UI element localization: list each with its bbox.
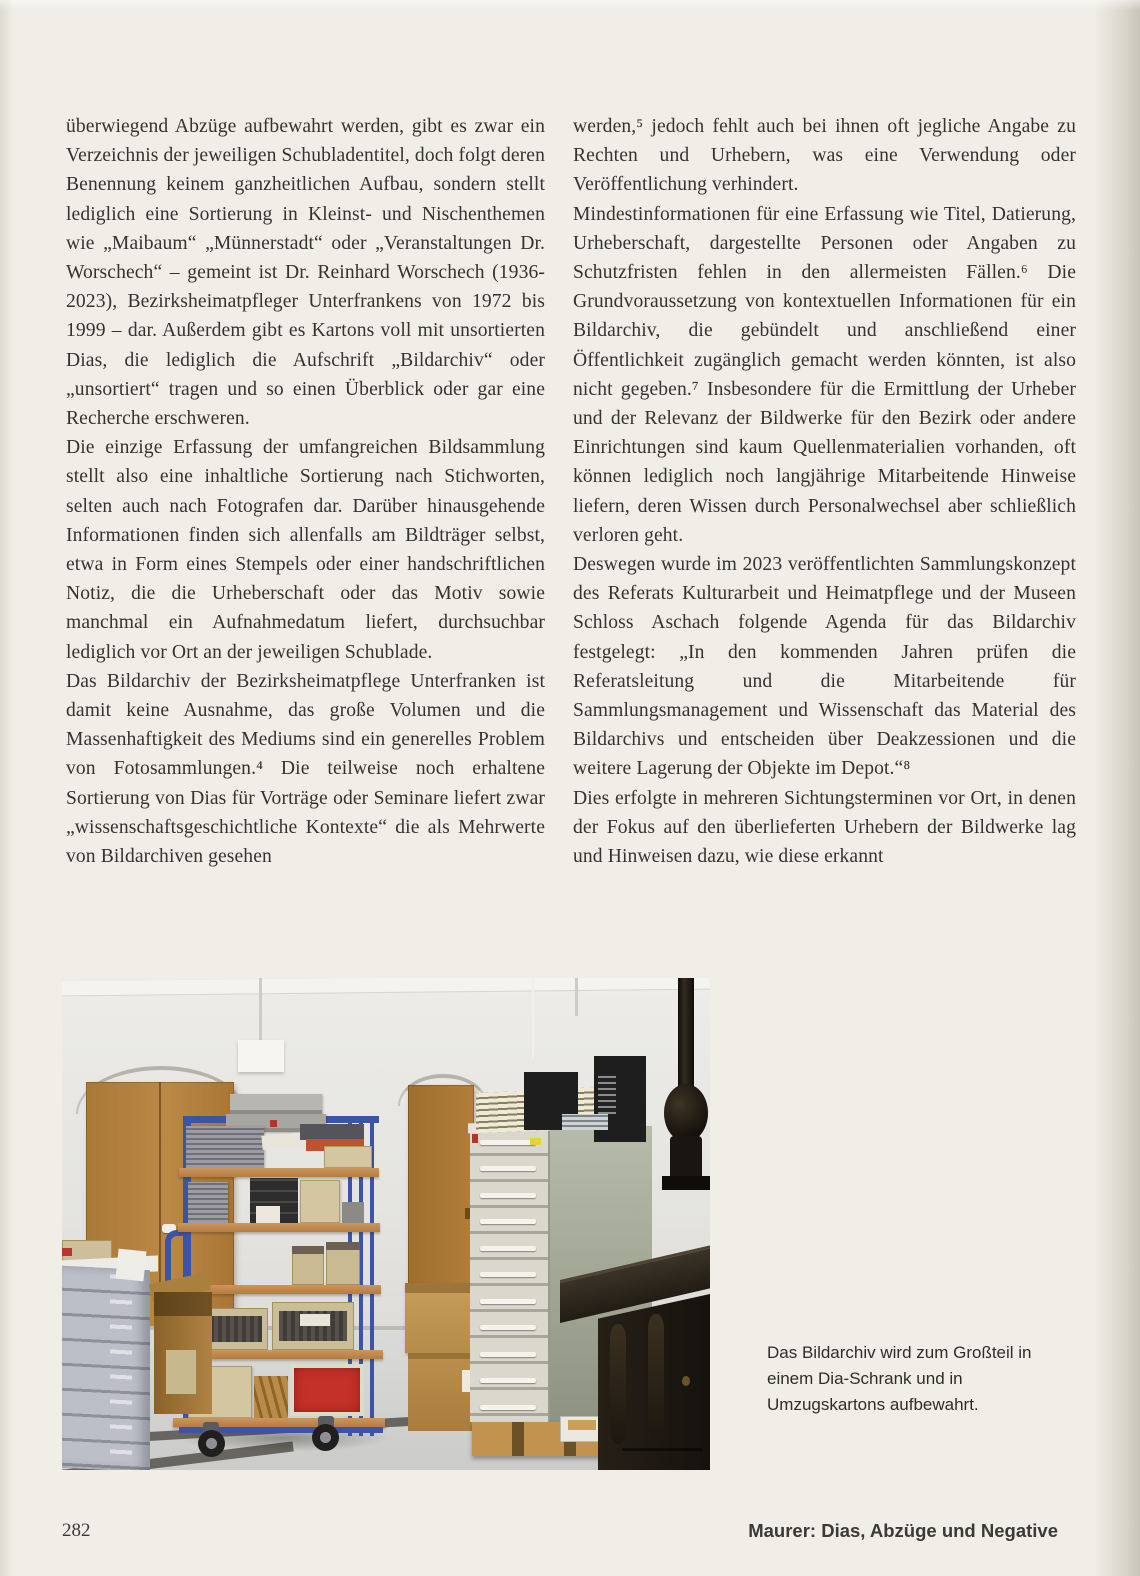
slide-magazine-stack: [188, 1182, 228, 1223]
box-contents: [568, 1420, 596, 1430]
text-column-right: [573, 112, 1076, 871]
red-item: [62, 1248, 72, 1256]
carved-corbel: [610, 1324, 626, 1444]
paragraph: Deswegen wurde im 2023 veröffentlichten Sammlungskonzept des Referats Kulturarbeit und Heimatpflege und der Museen Schloss Aschach folgende Agenda für das Bildarchiv festgelegt: „In den kommenden Jahren prüfen die Referatsleitung und die Mitarbeitende für Sammlungsmanagement und Wissenschaft das Material des Bildarchivs und entscheiden über Deakzessionen und die weitere Lagerung der Objekte im Depot.“⁸: [573, 554, 1076, 780]
paragraph: Die einzige Erfassung der umfangreichen Bildsammlung stellt also eine inhaltliche Sortierung nach Stichworten, selten auch nach Fotografen dar. Darüber hinausgehende Informationen finden sich allenfalls am Bildträger selbst, etwa in Form eines Stempels oder einer handschriftlichen Notiz, die die Urheberschaft oder das Motiv sowie manchmal ein Aufnahmedatum liefert, durchsuchbar lediglich vor Ort an der jeweiligen Schublade.: [66, 437, 545, 663]
turned-column-shaft: [678, 978, 694, 1094]
open-box: [326, 1242, 360, 1285]
drawer-handle: [480, 1140, 536, 1145]
scan-edge-shading: [1094, 0, 1140, 1576]
paragraph: Mindestinformationen für eine Erfassung wie Titel, Datierung, Urheberschaft, dargestellte Personen oder Angaben zu Schutzfristen fehlen in den allermeisten Fällen.⁶ Die Grundvoraussetzung von kontextuellen Informationen für ein Bildarchiv, die gebündelt und anschließend einer Öffentlichkeit zugänglich gemacht werden könnten, ist also nicht gegeben.⁷ Insbesondere für die Ermittlung der Urheber und der Relevanz der Bildwerke für den Bezirk oder andere Einrichtungen sind kaum Quellenmaterialien vorhanden, oft können lediglich noch langjährige Mitarbeitende Hinweise liefern, deren Wissen durch Personalwechsel aber schließlich verloren geht.: [573, 203, 1076, 546]
drawer-handle: [480, 1272, 536, 1277]
drawer-handle: [480, 1219, 536, 1224]
slide-box: [300, 1180, 340, 1223]
paragraph: überwiegend Abzüge aufbewahrt werden, gibt es zwar ein Verzeichnis der jeweiligen Schubladentitel, doch folgt deren Benennung keinem ganzheitlichen Aufbau, sondern stellt lediglich eine Sortierung in Kleinst- und Nischenthemen wie „Maibaum“ „Münnerstadt“ oder „Veranstaltungen Dr. Worschech“ – gemeint ist Dr. Reinhard Worschech (1936-2023), Bezirksheimatpfleger Unterfrankens von 1972 bis 1999 – dar. Außerdem gibt es Kartons voll mit unsortierten Dias, die lediglich die Aufschrift „Bildarchiv“ oder „unsortiert“ tragen und so einen Überblick oder gar eine Recherche erschweren.: [66, 116, 545, 430]
wooden-slats: [254, 1376, 288, 1418]
paper-sticking-out: [116, 1249, 147, 1282]
cd-case-stack: [562, 1114, 608, 1130]
case-grille: [598, 1074, 616, 1114]
dark-case: [300, 1124, 364, 1140]
turned-column-ball: [664, 1084, 708, 1142]
card-catalog-cabinet: [62, 1266, 150, 1470]
moving-box: [405, 1283, 477, 1353]
slide-magazine-stack: [186, 1126, 264, 1168]
drawer-pulls: [110, 1267, 132, 1470]
text-column-left: [66, 112, 545, 871]
red-label: [472, 1134, 478, 1143]
archive-room-photo: [62, 978, 710, 1470]
junction-box: [238, 1040, 284, 1072]
drawer-handle: [480, 1352, 536, 1357]
projector-case: [230, 1094, 322, 1114]
drawer-handle: [480, 1246, 536, 1251]
drawer-handle: [480, 1405, 536, 1410]
cart-shelf: [178, 1223, 380, 1232]
carved-corbel: [648, 1314, 664, 1438]
open-box: [292, 1246, 324, 1285]
yellow-sticker: [530, 1138, 541, 1145]
panel-line: [622, 1448, 702, 1451]
drawer-handle: [480, 1299, 536, 1304]
cardboard-tray: [324, 1146, 372, 1168]
running-title: Maurer: Dias, Abzüge und Negative: [748, 1520, 1058, 1541]
paragraph: werden,⁵ jedoch fehlt auch bei ihnen oft jegliche Angabe zu Rechten und Urhebern, was eine Verwendung oder Veröffentlichung verhindert.: [573, 116, 1076, 196]
electric-conduit: [259, 978, 262, 1042]
photo-caption: Das Bildarchiv wird zum Großteil in einem Dia-Schrank und in Umzugskartons aufbewahrt.: [767, 1343, 1032, 1414]
electric-conduit: [575, 978, 578, 1016]
caster-wheel: [198, 1430, 225, 1457]
paragraph: Das Bildarchiv der Bezirksheimatpflege Unterfranken ist damit keine Ausnahme, das große Volumen und die Massenhaftigkeit des Mediums sind ein generelles Problem von Fotosammlungen.⁴ Die teilweise noch erhaltene Sortierung von Dias für Vorträge oder Seminare liefert zwar „wissenschaftsgeschichtliche Kontexte“ die als Mehrwerte von Bildarchiven gesehen: [66, 670, 545, 868]
scan-edge-shading: [0, 0, 14, 1576]
scan-edge-shading: [0, 0, 1140, 10]
box-contents: [166, 1350, 196, 1394]
white-paper: [300, 1314, 330, 1326]
gray-item: [342, 1202, 364, 1223]
page-number: 282: [62, 1520, 91, 1541]
white-card: [256, 1206, 280, 1223]
drawer-handle: [480, 1325, 536, 1330]
hanging-cable: [532, 978, 534, 1058]
drawer-handle: [480, 1378, 536, 1383]
paragraph: Dies erfolgte in mehreren Sichtungsterminen vor Ort, in denen der Fokus auf den überlieferten Urhebern der Bildwerke lag und Hinweisen dazu, wie diese erkannt: [573, 787, 1076, 868]
caster-wheel: [312, 1424, 339, 1451]
turned-column-plinth: [662, 1176, 710, 1190]
slide-sorting-tray: [272, 1302, 354, 1350]
cart-shelf: [179, 1168, 379, 1177]
red-dot-label: [270, 1120, 277, 1127]
red-open-box: [290, 1364, 364, 1416]
drawer-handle: [480, 1193, 536, 1198]
drawer-handle: [480, 1166, 536, 1171]
brass-keyhole: [682, 1376, 690, 1386]
